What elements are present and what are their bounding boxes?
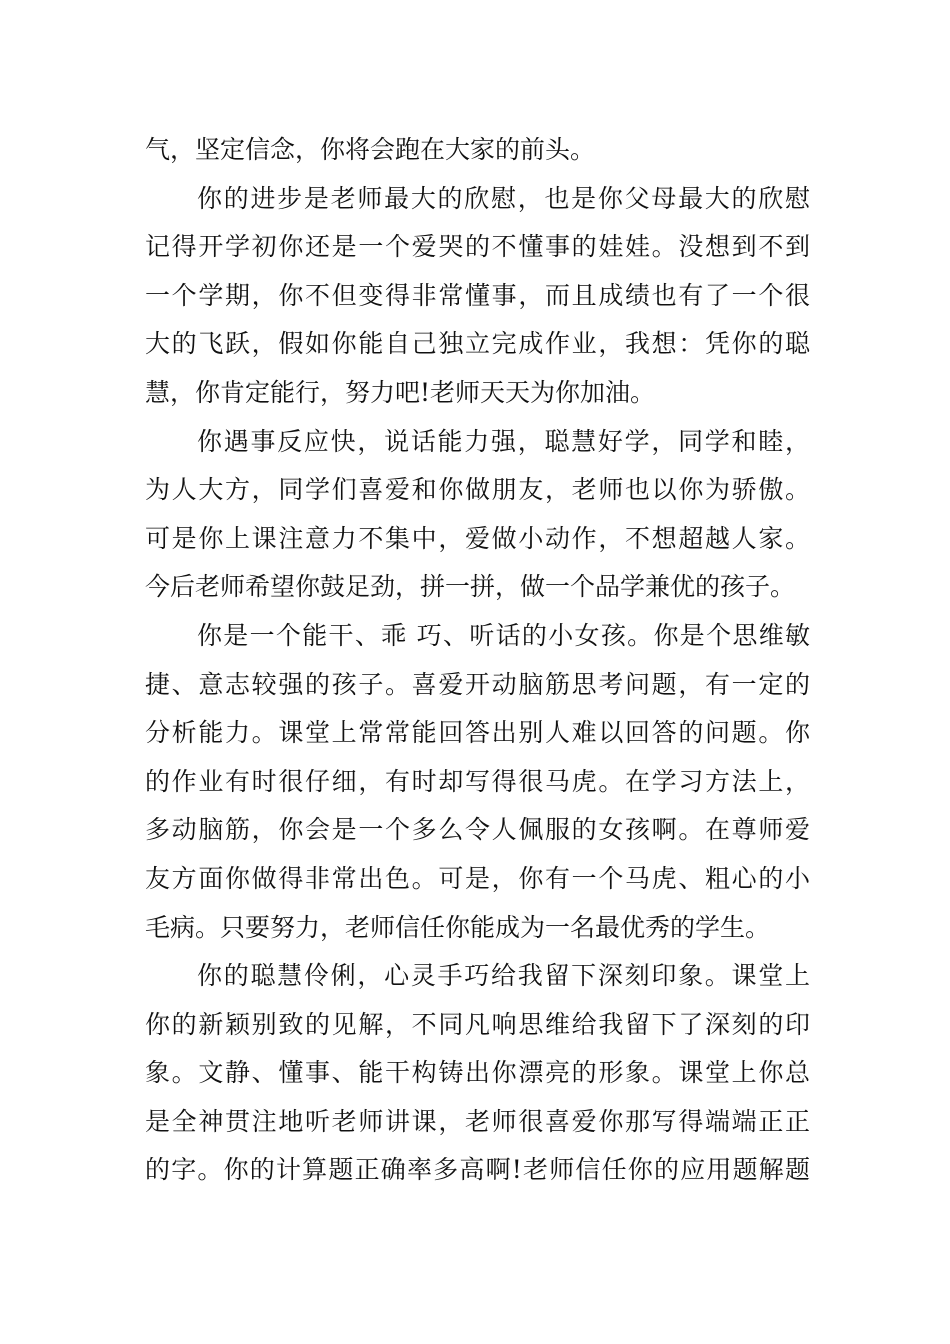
text-line: 为人大方，同学们喜爱和你做朋友，老师也以你为骄傲。 xyxy=(145,475,810,505)
body-text xyxy=(145,126,810,1195)
text-line: 大的飞跃，假如你能自己独立完成作业，我想：凭你的聪 xyxy=(145,329,810,359)
text-line: 你的新颖别致的见解，不同凡响思维给我留下了深刻的印 xyxy=(145,1009,810,1039)
text-line: 的字。你的计算题正确率多高啊!老师信任你的应用题解题 xyxy=(145,1155,810,1185)
text-line: 象。文静、懂事、能干构铸出你漂亮的形象。课堂上你总 xyxy=(145,1058,810,1088)
text-line: 记得开学初你还是一个爱哭的不懂事的娃娃。没想到不到 xyxy=(145,232,810,262)
text-line: 气，坚定信念，你将会跑在大家的前头。 xyxy=(145,135,596,164)
text-line: 捷、意志较强的孩子。喜爱开动脑筋思考问题，有一定的 xyxy=(145,669,810,699)
text-line: 你的进步是老师最大的欣慰，也是你父母最大的欣慰 xyxy=(197,183,810,213)
text-line: 毛病。只要努力，老师信任你能成为一名最优秀的学生。 xyxy=(145,912,771,942)
text-line: 你的聪慧伶俐，心灵手巧给我留下深刻印象。课堂上 xyxy=(197,961,810,991)
text-line: 的作业有时很仔细，有时却写得很马虎。在学习方法上， xyxy=(145,766,810,796)
text-line: 友方面你做得非常出色。可是，你有一个马虎、粗心的小 xyxy=(145,863,810,893)
text-line: 你遇事反应快，说话能力强，聪慧好学，同学和睦， xyxy=(197,426,810,456)
text-line: 今后老师希望你鼓足劲，拼一拼，做一个品学兼优的孩子。 xyxy=(145,572,796,602)
text-line: 一个学期，你不但变得非常懂事，而且成绩也有了一个很 xyxy=(145,280,810,310)
text-line: 可是你上课注意力不集中，爱做小动作，不想超越人家。 xyxy=(145,523,810,553)
text-line: 慧，你肯定能行，努力吧!老师天天为你加油。 xyxy=(145,377,656,407)
text-line: 分析能力。课堂上常常能回答出别人难以回答的问题。你 xyxy=(145,718,810,748)
text-line: 你是一个能干、乖 巧、听话的小女孩。你是个思维敏 xyxy=(197,620,810,650)
text-line: 是全神贯注地听老师讲课，老师很喜爱你那写得端端正正 xyxy=(145,1106,810,1136)
text-line: 多动脑筋，你会是一个多么令人佩服的女孩啊。在尊师爱 xyxy=(145,815,810,845)
